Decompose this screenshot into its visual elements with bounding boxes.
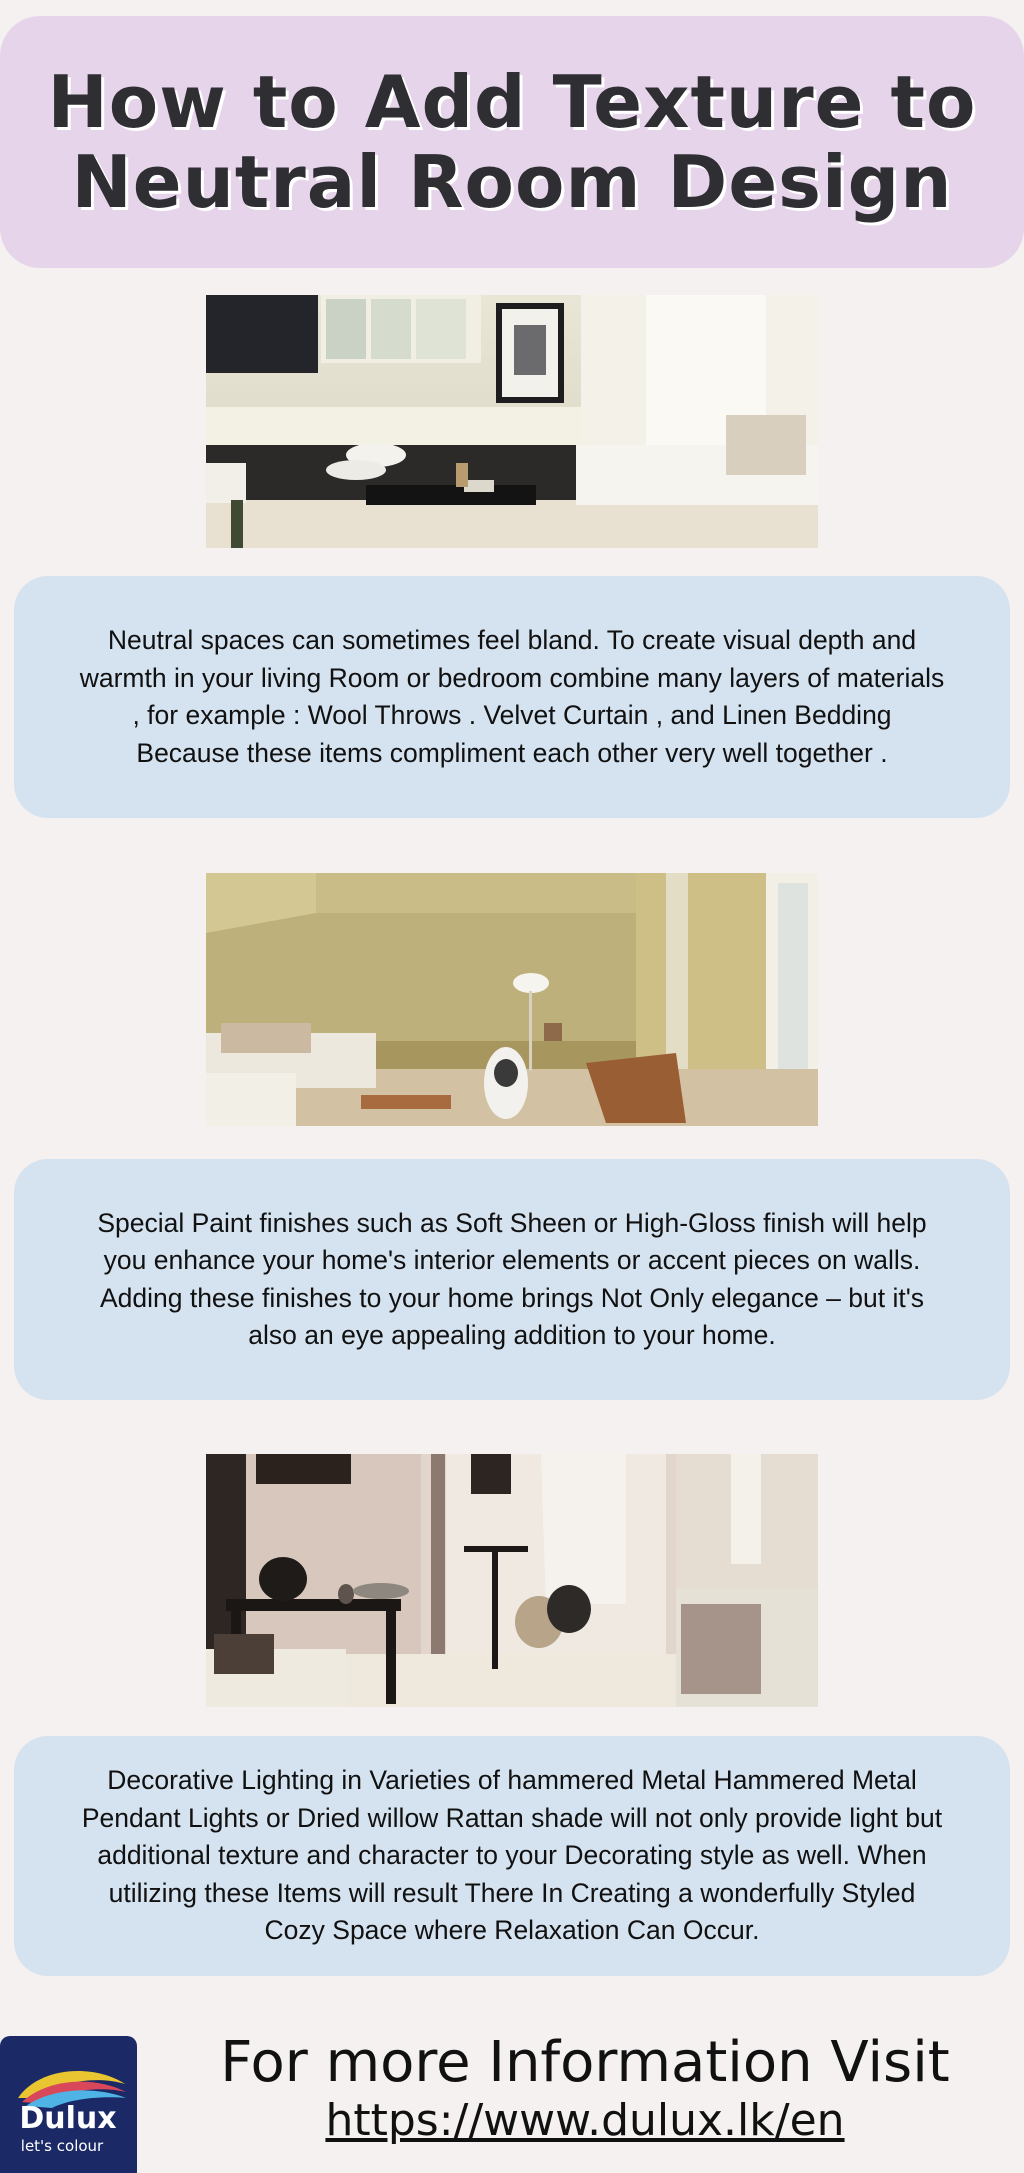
living-room-photo bbox=[206, 295, 818, 548]
section-3-text: Decorative Lighting in Varieties of hammered Metal Hammered Metal Pendant Lights or Dried willow Rattan shade will not only provide light but additional texture and character to your Decorating style as well. When utilizing these Items will result There In Creating a wonderfully Styled Cozy Space where Relaxation Can Occur. bbox=[81, 1765, 943, 1946]
text-card-3 bbox=[14, 1736, 1010, 1976]
olive-living-room-photo bbox=[206, 873, 818, 1126]
hallway-room-photo bbox=[206, 1454, 818, 1707]
section-1-text: Neutral spaces can sometimes feel bland. To create visual depth and warmth in your living Room or bedroom combine many layers of materials , for example : Wool Throws . Velvet Curtain , and Linen Bedding Because these items compliment each other very well together . bbox=[79, 625, 945, 768]
logo-brand: Dulux bbox=[19, 2101, 117, 2136]
dulux-logo[interactable] bbox=[0, 2036, 137, 2173]
title-line-2: Neutral Room Design bbox=[71, 140, 953, 224]
logo-tagline: let's colour bbox=[20, 2137, 104, 2155]
website-link[interactable]: https://www.dulux.lk/en bbox=[325, 2095, 845, 2146]
text-card-1 bbox=[14, 576, 1010, 818]
page-title bbox=[48, 62, 977, 222]
title-line-1: How to Add Texture to bbox=[47, 60, 977, 144]
visit-heading: For more Information Visit bbox=[220, 2030, 950, 2095]
section-2-text: Special Paint finishes such as Soft Sheen or High-Gloss finish will help you enhance your home's interior elements or accent pieces on walls. Adding these finishes to your home brings Not Only elegance – but it's also an eye appealing addition to your home. bbox=[97, 1207, 927, 1350]
text-card-2 bbox=[14, 1159, 1010, 1400]
visit-link-wrap bbox=[160, 2094, 1010, 2148]
title-banner bbox=[0, 16, 1024, 268]
